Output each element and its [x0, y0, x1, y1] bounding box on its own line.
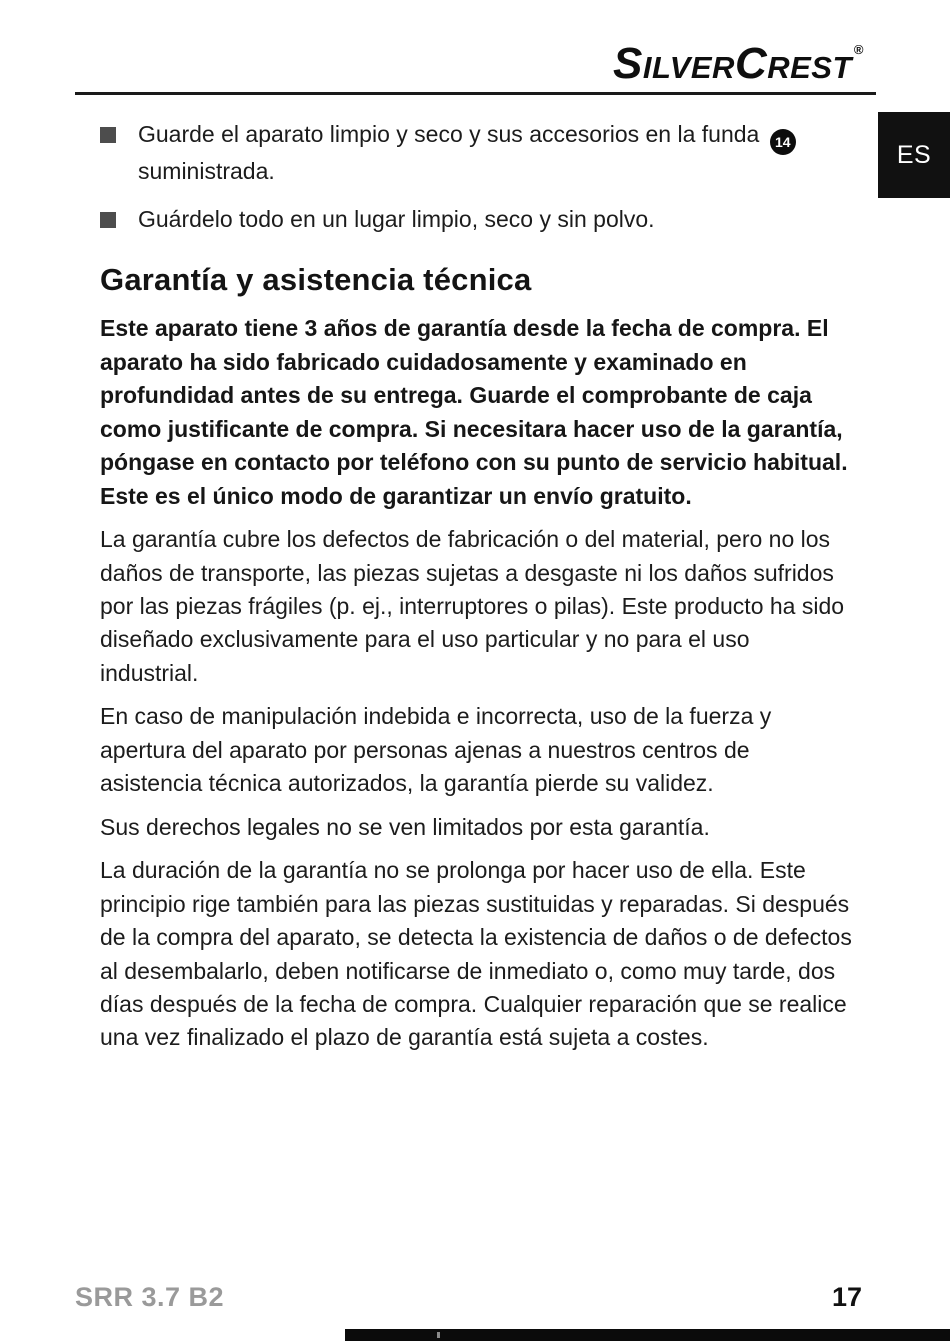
bullet1-text-after: suministrada. [138, 158, 275, 185]
bullet2-text: Guárdelo todo en un lugar limpio, seco y sin polvo. [138, 205, 655, 232]
silvercrest-logo [613, 39, 864, 88]
list-item [100, 118, 852, 189]
warranty-lead-paragraph: Este aparato tiene 3 años de garantía desde la fecha de compra. El aparato ha sido fabricado cuidadosamente y examinado en profundidad antes de su entrega. Guarde el comprobante de caja como justificante de compra. Si necesitara hacer uso de la garantía, póngase en contacto por teléfono con su punto de servicio habitual. Este es el único modo de garantizar un envío gratuito. [100, 315, 848, 509]
list-item [100, 203, 852, 237]
language-tab-es [878, 112, 950, 198]
square-bullet-icon [100, 212, 116, 228]
warranty-paragraph: En caso de manipulación indebida e incorrecta, uso de la fuerza y apertura del aparato por personas ajenas a nuestros centros de asistencia técnica autorizados, la garantía pierde su validez. [100, 703, 772, 797]
registered-trademark-symbol: ® [853, 42, 864, 57]
square-bullet-icon [100, 127, 116, 143]
scan-edge-bar [345, 1329, 950, 1341]
scan-edge-mark [437, 1332, 440, 1338]
page-header [75, 0, 876, 95]
logo-part-silver: Silver [613, 39, 735, 88]
language-tab-label: ES [896, 140, 932, 169]
model-number: SRR 3.7 B2 [75, 1282, 225, 1312]
section-heading: Garantía y asistencia técnica [100, 262, 532, 298]
part-reference-badge: 14 [770, 129, 796, 155]
logo-part-crest: Crest [734, 39, 852, 88]
bullet-text [138, 118, 852, 189]
page-content [100, 104, 852, 1065]
warranty-paragraph: Sus derechos legales no se ven limitados por esta garantía. [100, 813, 710, 840]
page-footer [75, 1282, 862, 1313]
warranty-paragraph: La garantía cubre los defectos de fabricación o del material, pero no los daños de transporte, las piezas sujetas a desgaste ni los daños sufridos por las piezas frágiles (p. ej., interruptores o pilas). Este producto ha sido diseñado exclusivamente para el uso particular y no para el uso industrial. [100, 526, 845, 686]
bullet1-text-before: Guarde el aparato limpio y seco y sus accesorios en la funda [138, 121, 760, 147]
warranty-paragraph: La duración de la garantía no se prolonga por hacer uso de ella. Este principio rige también para las piezas sustituidas y reparadas. Si después de la compra del aparato, se detecta la existencia de daños o de defectos al desembalarlo, deben notificarse de inmediato o, como muy tarde, dos días después de la fecha de compra. Cualquier reparación que se realice una vez finalizado el plazo de garantía está sujeta a costes. [100, 857, 852, 1051]
page-number: 17 [831, 1282, 862, 1312]
